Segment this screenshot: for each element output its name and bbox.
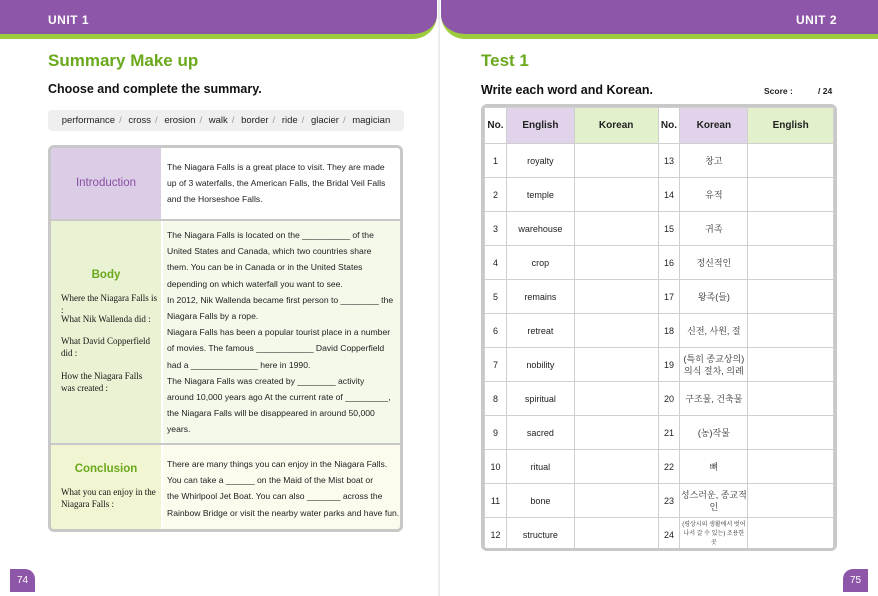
row-number: 18 <box>658 314 680 348</box>
korean-word: 정신적인 <box>680 246 748 280</box>
english-answer-blank[interactable] <box>748 246 834 280</box>
korean-answer-blank[interactable] <box>574 246 658 280</box>
page-number-left: 74 <box>10 569 35 592</box>
korean-word: (특히 종교상의) 의식 절차, 의례 <box>680 348 748 382</box>
conclusion-label: Conclusion <box>74 463 138 475</box>
english-answer-blank[interactable] <box>748 280 834 314</box>
korean-word: 신전, 사원, 절 <box>680 314 748 348</box>
header-korean: Korean <box>680 108 748 144</box>
summary-title: Summary Make up <box>48 51 199 70</box>
english-word: bone <box>506 484 574 518</box>
vocabulary-test-table <box>481 104 837 551</box>
korean-word: 유적 <box>680 178 748 212</box>
summary-row-conclusion <box>51 445 400 532</box>
introduction-label: Introduction <box>75 177 137 189</box>
table-row <box>485 484 834 518</box>
korean-word: 성스러운, 종교적인 <box>680 484 748 518</box>
summary-instruction: Choose and complete the summary. <box>48 82 262 96</box>
english-answer-blank[interactable] <box>748 416 834 450</box>
korean-answer-blank[interactable] <box>574 484 658 518</box>
korean-answer-blank[interactable] <box>574 348 658 382</box>
page-spine <box>438 0 440 596</box>
table-row <box>485 280 834 314</box>
word-bank-item: cross <box>128 115 152 126</box>
word-bank-item: walk <box>208 115 228 126</box>
korean-answer-blank[interactable] <box>574 450 658 484</box>
english-answer-blank[interactable] <box>748 518 834 552</box>
table-row <box>485 416 834 450</box>
word-bank-item: erosion <box>164 115 196 126</box>
body-label: Body <box>91 269 121 281</box>
row-number: 19 <box>658 348 680 382</box>
word-bank-item: glacier <box>310 115 339 126</box>
english-answer-blank[interactable] <box>748 382 834 416</box>
table-row <box>485 246 834 280</box>
table-row <box>485 382 834 416</box>
english-answer-blank[interactable] <box>748 314 834 348</box>
english-word: remains <box>506 280 574 314</box>
row-number: 3 <box>485 212 507 246</box>
english-answer-blank[interactable] <box>748 348 834 382</box>
body-question: Where the Niagara Falls is : <box>61 293 157 315</box>
table-row <box>485 212 834 246</box>
header-english: English <box>748 108 834 144</box>
row-number: 16 <box>658 246 680 280</box>
row-number: 14 <box>658 178 680 212</box>
korean-word: (평상시의 생활에서 벗어나서 갈 수 있는) 조용한 곳 <box>680 518 748 552</box>
korean-answer-blank[interactable] <box>574 382 658 416</box>
page-number-right: 75 <box>843 569 868 592</box>
row-number: 20 <box>658 382 680 416</box>
english-word: sacred <box>506 416 574 450</box>
row-number: 10 <box>485 450 507 484</box>
korean-answer-blank[interactable] <box>574 314 658 348</box>
english-word: crop <box>506 246 574 280</box>
conclusion-question: What you can enjoy in the Niagara Falls : <box>61 487 156 509</box>
english-answer-blank[interactable] <box>748 178 834 212</box>
english-word: warehouse <box>506 212 574 246</box>
english-answer-blank[interactable] <box>748 144 834 178</box>
english-word: retreat <box>506 314 574 348</box>
header-korean: Korean <box>574 108 658 144</box>
row-number: 7 <box>485 348 507 382</box>
english-word: nobility <box>506 348 574 382</box>
english-word: spiritual <box>506 382 574 416</box>
summary-row-body <box>51 221 400 445</box>
row-number: 12 <box>485 518 507 552</box>
body-text: The Niagara Falls is located on the __________ of the United States and Canada, which two countries share them. You can be in Canada or in the United States depending on which waterfall you want to see. In 2012, Nik Wallenda became first person to ________ the Niagara Falls by a rope. Niagara Falls has been a popular tourist place in a number of movies. The famous ____________ David Copperfield had a ______________ here in 1990. The Niagara Falls was created by ________ activity around 10,000 years ago At the current rate of _________, the Niagara Falls will be disappeared in around 50,000 years. <box>161 221 400 443</box>
header-no: No. <box>485 108 507 144</box>
word-bank-item: performance <box>61 115 116 126</box>
korean-word: (농)작물 <box>680 416 748 450</box>
introduction-text: The Niagara Falls is a great place to visit. They are made up of 3 waterfalls, the American Falls, the Bridal Veil Falls and the Horseshoe Falls. <box>161 148 400 219</box>
korean-word: 구조물, 건축물 <box>680 382 748 416</box>
score-label: Score : <box>764 86 793 96</box>
score-total: / 24 <box>818 86 833 96</box>
row-number: 17 <box>658 280 680 314</box>
row-number: 2 <box>485 178 507 212</box>
row-number: 8 <box>485 382 507 416</box>
summary-row-introduction <box>51 148 400 221</box>
test-title: Test 1 <box>481 51 529 70</box>
korean-word: 귀족 <box>680 212 748 246</box>
table-row <box>485 178 834 212</box>
word-bank-item: magician <box>352 115 391 126</box>
row-number: 5 <box>485 280 507 314</box>
row-number: 6 <box>485 314 507 348</box>
row-number: 11 <box>485 484 507 518</box>
test-instruction: Write each word and Korean. <box>481 83 654 97</box>
conclusion-text: There are many things you can enjoy in the Niagara Falls. You can take a ______ on the Maid of the Mist boat or the Whirlpool Jet Boat. You can also _______ across the Rainbow Bridge or visit the nearby water parks and have fun. <box>161 445 400 532</box>
body-question: What David Copperfield did : <box>61 336 150 358</box>
row-number: 13 <box>658 144 680 178</box>
english-word: ritual <box>506 450 574 484</box>
row-number: 1 <box>485 144 507 178</box>
english-word: temple <box>506 178 574 212</box>
korean-answer-blank[interactable] <box>574 280 658 314</box>
row-number: 15 <box>658 212 680 246</box>
header-no: No. <box>658 108 680 144</box>
unit-label-left: UNIT 1 <box>48 13 90 27</box>
row-number: 23 <box>658 484 680 518</box>
table-header-row <box>485 108 834 144</box>
word-bank-item: ride <box>281 115 298 126</box>
word-bank: performance / cross / erosion / walk / border / ride / glacier / magician <box>48 110 404 131</box>
korean-word: 뼈 <box>680 450 748 484</box>
english-answer-blank[interactable] <box>748 484 834 518</box>
row-number: 24 <box>658 518 680 552</box>
english-word: royalty <box>506 144 574 178</box>
body-question: How the Niagara Falls was created : <box>61 371 143 393</box>
row-number: 4 <box>485 246 507 280</box>
english-word: structure <box>506 518 574 552</box>
korean-answer-blank[interactable] <box>574 518 658 552</box>
table-row <box>485 450 834 484</box>
row-number: 21 <box>658 416 680 450</box>
body-question: What Nik Wallenda did : <box>61 314 151 324</box>
header-english: English <box>506 108 574 144</box>
row-number: 9 <box>485 416 507 450</box>
unit-label-right: UNIT 2 <box>796 13 838 27</box>
korean-answer-blank[interactable] <box>574 144 658 178</box>
korean-answer-blank[interactable] <box>574 178 658 212</box>
summary-table <box>48 145 403 532</box>
korean-answer-blank[interactable] <box>574 212 658 246</box>
table-row <box>485 314 834 348</box>
english-answer-blank[interactable] <box>748 212 834 246</box>
english-answer-blank[interactable] <box>748 450 834 484</box>
korean-answer-blank[interactable] <box>574 416 658 450</box>
word-bank-item: border <box>241 115 269 126</box>
table-row <box>485 348 834 382</box>
table-row <box>485 144 834 178</box>
table-row <box>485 518 834 552</box>
korean-word: 창고 <box>680 144 748 178</box>
row-number: 22 <box>658 450 680 484</box>
korean-word: 왕족(들) <box>680 280 748 314</box>
